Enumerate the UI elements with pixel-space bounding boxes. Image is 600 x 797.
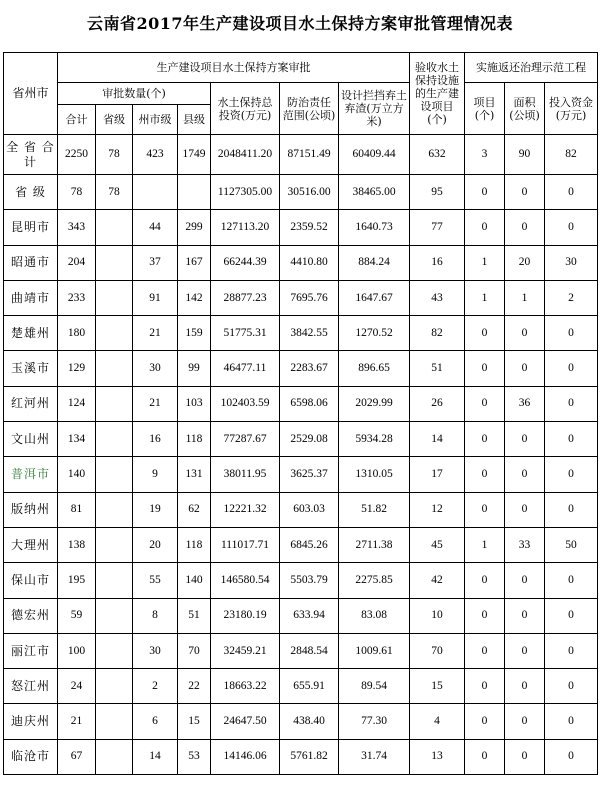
region-name-cell: 昭通市: [4, 245, 58, 280]
spoil-cell: 89.54: [339, 669, 410, 704]
county-cell: 140: [178, 563, 211, 598]
total-cell: 67: [58, 739, 96, 774]
region-name-cell: 临沧市: [4, 739, 58, 774]
area-cell: 438.40: [280, 704, 339, 739]
demo-invest-cell: 0: [545, 210, 598, 245]
demo-area-cell: 0: [505, 316, 545, 351]
demo-invest-cell: 50: [545, 527, 598, 562]
prefecture-cell: [133, 175, 178, 210]
area-cell: 30516.00: [280, 175, 339, 210]
spoil-cell: 77.30: [339, 704, 410, 739]
demo-area-cell: 1: [505, 280, 545, 315]
total-cell: 180: [58, 316, 96, 351]
demo-projects-cell: 0: [465, 598, 505, 633]
region-name-cell: 丽江市: [4, 633, 58, 668]
demo-area-cell: 0: [505, 210, 545, 245]
county-cell: 62: [178, 492, 211, 527]
demo-area-cell: 0: [505, 633, 545, 668]
county-cell: 159: [178, 316, 211, 351]
prefecture-cell: 19: [133, 492, 178, 527]
demo-projects-cell: 1: [465, 280, 505, 315]
county-cell: 22: [178, 669, 211, 704]
region-name-cell: 文山州: [4, 422, 58, 457]
region-name-cell: 昆明市: [4, 210, 58, 245]
acceptance-cell: 95: [410, 175, 465, 210]
total-cell: 129: [58, 351, 96, 386]
provincial-cell: [96, 704, 133, 739]
demo-invest-cell: 0: [545, 598, 598, 633]
demo-area-cell: 0: [505, 492, 545, 527]
demo-area-cell: 0: [505, 563, 545, 598]
prefecture-cell: 21: [133, 316, 178, 351]
table-row: [4, 245, 598, 280]
provincial-cell: [96, 633, 133, 668]
investment-cell: 102403.59: [211, 386, 280, 421]
provincial-cell: [96, 457, 133, 492]
provincial-cell: [96, 316, 133, 351]
investment-cell: 12221.32: [211, 492, 280, 527]
table-row: [4, 492, 598, 527]
investment-cell: 2048411.20: [211, 135, 280, 175]
demo-invest-cell: 2: [545, 280, 598, 315]
table-row: [4, 457, 598, 492]
prefecture-cell: 20: [133, 527, 178, 562]
demo-invest-cell: 0: [545, 457, 598, 492]
demo-invest-cell: 0: [545, 316, 598, 351]
demo-area-cell: 0: [505, 351, 545, 386]
acceptance-cell: 82: [410, 316, 465, 351]
county-cell: 70: [178, 633, 211, 668]
total-cell: 59: [58, 598, 96, 633]
total-cell: 24: [58, 669, 96, 704]
provincial-cell: [96, 280, 133, 315]
acceptance-cell: 42: [410, 563, 465, 598]
acceptance-cell: 10: [410, 598, 465, 633]
table-row: [4, 739, 598, 774]
spoil-cell: 83.08: [339, 598, 410, 633]
acceptance-cell: 4: [410, 704, 465, 739]
area-cell: 2283.67: [280, 351, 339, 386]
demo-invest-cell: 0: [545, 633, 598, 668]
total-cell: 140: [58, 457, 96, 492]
header-demo-area: 面积(公顷): [505, 83, 545, 135]
prefecture-cell: 16: [133, 422, 178, 457]
header-region: 省州市: [4, 53, 58, 135]
table-row: [4, 280, 598, 315]
investment-cell: 111017.71: [211, 527, 280, 562]
header-demo-group: 实施返还治理示范工程: [465, 53, 598, 83]
demo-area-cell: 0: [505, 457, 545, 492]
prefecture-cell: 44: [133, 210, 178, 245]
area-cell: 3625.37: [280, 457, 339, 492]
demo-invest-cell: 0: [545, 175, 598, 210]
prefecture-cell: 6: [133, 704, 178, 739]
total-cell: 233: [58, 280, 96, 315]
spoil-cell: 1009.61: [339, 633, 410, 668]
provincial-cell: [96, 563, 133, 598]
spoil-cell: 884.24: [339, 245, 410, 280]
provincial-cell: [96, 492, 133, 527]
county-cell: 299: [178, 210, 211, 245]
region-name-cell: 迪庆州: [4, 704, 58, 739]
region-name-cell: 红河州: [4, 386, 58, 421]
investment-cell: 66244.39: [211, 245, 280, 280]
prefecture-cell: 8: [133, 598, 178, 633]
table-row: [4, 704, 598, 739]
total-cell: 21: [58, 704, 96, 739]
demo-projects-cell: 0: [465, 492, 505, 527]
page-title: 云南省2017年生产建设项目水土保持方案审批管理情况表: [86, 14, 514, 33]
acceptance-cell: 26: [410, 386, 465, 421]
prefecture-cell: 14: [133, 739, 178, 774]
prefecture-cell: 91: [133, 280, 178, 315]
header-prefecture: 州市级: [133, 105, 178, 135]
header-county: 县级: [178, 105, 211, 135]
header-approval-count: 审批数量(个): [58, 83, 211, 105]
provincial-cell: [96, 245, 133, 280]
investment-cell: 14146.06: [211, 739, 280, 774]
acceptance-cell: 77: [410, 210, 465, 245]
area-cell: 2359.52: [280, 210, 339, 245]
header-total: 合计: [58, 105, 96, 135]
demo-projects-cell: 0: [465, 563, 505, 598]
demo-projects-cell: 0: [465, 704, 505, 739]
demo-projects-cell: 0: [465, 316, 505, 351]
provincial-cell: [96, 598, 133, 633]
region-name-cell: 曲靖市: [4, 280, 58, 315]
provincial-cell: [96, 527, 133, 562]
demo-projects-cell: 0: [465, 457, 505, 492]
county-cell: 15: [178, 704, 211, 739]
region-name-cell: 版纳州: [4, 492, 58, 527]
county-cell: 118: [178, 527, 211, 562]
acceptance-cell: 15: [410, 669, 465, 704]
demo-projects-cell: 1: [465, 245, 505, 280]
demo-area-cell: 20: [505, 245, 545, 280]
spoil-cell: 51.82: [339, 492, 410, 527]
table-header: [4, 53, 598, 135]
spoil-cell: 60409.44: [339, 135, 410, 175]
demo-invest-cell: 30: [545, 245, 598, 280]
county-cell: 118: [178, 422, 211, 457]
table-row: [4, 422, 598, 457]
county-cell: 53: [178, 739, 211, 774]
demo-projects-cell: 1: [465, 527, 505, 562]
area-cell: 5761.82: [280, 739, 339, 774]
demo-area-cell: 90: [505, 135, 545, 175]
total-cell: 2250: [58, 135, 96, 175]
spoil-cell: 2029.99: [339, 386, 410, 421]
county-cell: 103: [178, 386, 211, 421]
header-provincial: 省级: [96, 105, 133, 135]
acceptance-cell: 14: [410, 422, 465, 457]
demo-projects-cell: 3: [465, 135, 505, 175]
investment-cell: 18663.22: [211, 669, 280, 704]
investment-cell: 146580.54: [211, 563, 280, 598]
county-cell: 142: [178, 280, 211, 315]
table-row: [4, 175, 598, 210]
spoil-cell: 1640.73: [339, 210, 410, 245]
spoil-cell: 2275.85: [339, 563, 410, 598]
prefecture-cell: 55: [133, 563, 178, 598]
demo-invest-cell: 0: [545, 739, 598, 774]
region-name-cell: 全 省 合 计: [4, 135, 58, 175]
header-demo-invest: 投入资金(万元): [545, 83, 598, 135]
area-cell: 87151.49: [280, 135, 339, 175]
demo-invest-cell: 0: [545, 669, 598, 704]
header-area: 防治责任范围(公顷): [280, 83, 339, 135]
acceptance-cell: 16: [410, 245, 465, 280]
area-cell: 633.94: [280, 598, 339, 633]
header-investment: 水土保持总投资(万元): [211, 83, 280, 135]
provincial-cell: [96, 351, 133, 386]
area-cell: 655.91: [280, 669, 339, 704]
region-name-cell: 省 级: [4, 175, 58, 210]
investment-cell: 32459.21: [211, 633, 280, 668]
table-row: [4, 527, 598, 562]
prefecture-cell: 2: [133, 669, 178, 704]
demo-invest-cell: 0: [545, 492, 598, 527]
investment-cell: 24647.50: [211, 704, 280, 739]
demo-projects-cell: 0: [465, 386, 505, 421]
demo-projects-cell: 0: [465, 422, 505, 457]
area-cell: 6598.06: [280, 386, 339, 421]
area-cell: 2529.08: [280, 422, 339, 457]
investment-cell: 1127305.00: [211, 175, 280, 210]
spoil-cell: 1310.05: [339, 457, 410, 492]
demo-invest-cell: 0: [545, 704, 598, 739]
region-name-cell: 德宏州: [4, 598, 58, 633]
county-cell: 167: [178, 245, 211, 280]
demo-area-cell: 33: [505, 527, 545, 562]
total-cell: 343: [58, 210, 96, 245]
table-body: [4, 135, 598, 775]
header-spoil: 设计拦挡弃土弃渣(万立方米): [339, 83, 410, 135]
table-row: [4, 386, 598, 421]
area-cell: 5503.79: [280, 563, 339, 598]
prefecture-cell: 30: [133, 351, 178, 386]
demo-invest-cell: 0: [545, 422, 598, 457]
demo-area-cell: 0: [505, 175, 545, 210]
table-row: [4, 351, 598, 386]
acceptance-cell: 70: [410, 633, 465, 668]
area-cell: 6845.26: [280, 527, 339, 562]
approval-table: [3, 52, 598, 775]
provincial-cell: [96, 210, 133, 245]
total-cell: 134: [58, 422, 96, 457]
spoil-cell: 896.65: [339, 351, 410, 386]
area-cell: 2848.54: [280, 633, 339, 668]
acceptance-cell: 632: [410, 135, 465, 175]
demo-area-cell: 0: [505, 598, 545, 633]
area-cell: 603.03: [280, 492, 339, 527]
demo-projects-cell: 0: [465, 351, 505, 386]
region-name-cell: 怒江州: [4, 669, 58, 704]
investment-cell: 77287.67: [211, 422, 280, 457]
total-cell: 195: [58, 563, 96, 598]
demo-area-cell: 0: [505, 739, 545, 774]
prefecture-cell: 37: [133, 245, 178, 280]
area-cell: 7695.76: [280, 280, 339, 315]
spoil-cell: 5934.28: [339, 422, 410, 457]
demo-area-cell: 0: [505, 669, 545, 704]
area-cell: 4410.80: [280, 245, 339, 280]
investment-cell: 51775.31: [211, 316, 280, 351]
demo-projects-cell: 0: [465, 210, 505, 245]
acceptance-cell: 45: [410, 527, 465, 562]
provincial-cell: [96, 386, 133, 421]
investment-cell: 46477.11: [211, 351, 280, 386]
acceptance-cell: 13: [410, 739, 465, 774]
provincial-cell: [96, 669, 133, 704]
demo-projects-cell: 0: [465, 739, 505, 774]
demo-projects-cell: 0: [465, 175, 505, 210]
total-cell: 124: [58, 386, 96, 421]
region-name-cell: 玉溪市: [4, 351, 58, 386]
header-demo-projects: 项目(个): [465, 83, 505, 135]
demo-area-cell: 36: [505, 386, 545, 421]
acceptance-cell: 43: [410, 280, 465, 315]
total-cell: 78: [58, 175, 96, 210]
county-cell: [178, 175, 211, 210]
provincial-cell: 78: [96, 175, 133, 210]
investment-cell: 28877.23: [211, 280, 280, 315]
table-row: [4, 669, 598, 704]
region-name-cell: 保山市: [4, 563, 58, 598]
provincial-cell: [96, 422, 133, 457]
prefecture-cell: 21: [133, 386, 178, 421]
demo-area-cell: 0: [505, 422, 545, 457]
region-name-cell: 普洱市: [4, 457, 58, 492]
demo-invest-cell: 0: [545, 351, 598, 386]
acceptance-cell: 12: [410, 492, 465, 527]
header-acceptance: 验收水土保持设施的生产建设项目(个): [410, 53, 465, 135]
header-approval-group: 生产建设项目水土保持方案审批: [58, 53, 410, 83]
region-name-cell: 大理州: [4, 527, 58, 562]
prefecture-cell: 30: [133, 633, 178, 668]
county-cell: 51: [178, 598, 211, 633]
demo-invest-cell: 82: [545, 135, 598, 175]
spoil-cell: 31.74: [339, 739, 410, 774]
spoil-cell: 2711.38: [339, 527, 410, 562]
table-row: [4, 598, 598, 633]
total-cell: 204: [58, 245, 96, 280]
demo-projects-cell: 0: [465, 669, 505, 704]
prefecture-cell: 423: [133, 135, 178, 175]
demo-invest-cell: 0: [545, 386, 598, 421]
spoil-cell: 1647.67: [339, 280, 410, 315]
acceptance-cell: 17: [410, 457, 465, 492]
table-row: [4, 210, 598, 245]
area-cell: 3842.55: [280, 316, 339, 351]
table-row: [4, 135, 598, 175]
table-row: [4, 316, 598, 351]
region-name-cell: 楚雄州: [4, 316, 58, 351]
provincial-cell: [96, 739, 133, 774]
demo-projects-cell: 0: [465, 633, 505, 668]
investment-cell: 23180.19: [211, 598, 280, 633]
spoil-cell: 38465.00: [339, 175, 410, 210]
table-row: [4, 563, 598, 598]
prefecture-cell: 9: [133, 457, 178, 492]
total-cell: 138: [58, 527, 96, 562]
total-cell: 100: [58, 633, 96, 668]
demo-invest-cell: 0: [545, 563, 598, 598]
provincial-cell: 78: [96, 135, 133, 175]
demo-area-cell: 0: [505, 704, 545, 739]
spoil-cell: 1270.52: [339, 316, 410, 351]
investment-cell: 127113.20: [211, 210, 280, 245]
investment-cell: 38011.95: [211, 457, 280, 492]
county-cell: 99: [178, 351, 211, 386]
county-cell: 1749: [178, 135, 211, 175]
county-cell: 131: [178, 457, 211, 492]
table-row: [4, 633, 598, 668]
total-cell: 81: [58, 492, 96, 527]
acceptance-cell: 51: [410, 351, 465, 386]
